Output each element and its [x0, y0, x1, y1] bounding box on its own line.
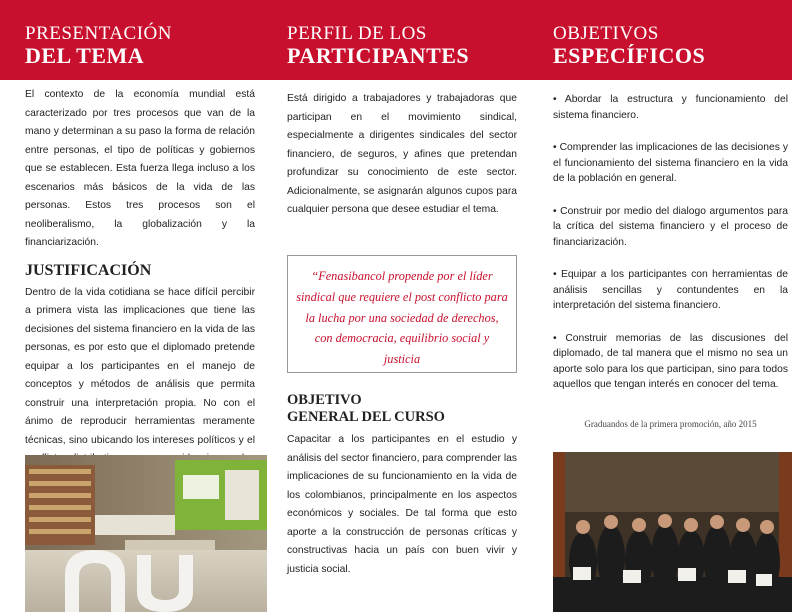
- column-presentacion: [25, 86, 255, 487]
- graduates-group-photo: [553, 452, 792, 612]
- column-perfil: [287, 90, 517, 220]
- justificacion-heading: JUSTIFICACIÓN: [25, 261, 152, 279]
- perfil-header: [287, 24, 469, 67]
- presentacion-header: [25, 24, 172, 67]
- perfil-header-line2: PARTICIPANTES: [287, 43, 470, 68]
- objetivo-general-paragraph: Capacitar a los participantes en el estudio y análisis del sector financiero, para comprender las implicaciones de su funcionamiento en la vida de los colombianos, principalmente en los aspectos económicos y sociales. De tal forma que esto aporte a la construcción de personas críticas y constructivas hacia un país con buen vivir y justicia social.: [287, 434, 517, 575]
- photo-caption: Graduandos de la primera promoción, año 2015: [584, 419, 757, 429]
- objetivo-bullet: • Equipar a los participantes con herramientas de análisis sencillas y contundentes en la interpretación del sistema financiero.: [553, 269, 788, 311]
- perfil-header-line1: PERFIL DE LOS: [287, 23, 427, 44]
- justificacion-paragraph: Dentro de la vida cotidiana se hace difícil percibir a primera vista las implicaciones que tiene las decisiones del sistema financiero en la vida de las personas, es por esto que el diplomado pretende equipar a los participantes en el manejo de conceptos y métodos de análisis que permita construir una interpretación propia. No con el ánimo de reproducir herramientas meramente técnicas, sino ubicando los intereses políticos y el: [25, 286, 255, 446]
- presentacion-header-line2: DEL TEMA: [25, 43, 145, 68]
- objetivos-header: [553, 24, 705, 67]
- objetivo-general-heading: [287, 392, 517, 426]
- objetivo-heading-line2: GENERAL DEL CURSO: [287, 409, 445, 425]
- objetivo-bullet: • Abordar la estructura y funcionamiento del sistema financiero.: [553, 94, 788, 121]
- objetivos-header-line2: ESPECÍFICOS: [553, 43, 706, 68]
- quote-text: “Fenasibancol propende por el líder sindical que requiere el post conflicto para la lucha por una sociedad de derechos, con democracia, equilibrio social y justicia: [296, 269, 508, 367]
- presentacion-header-line1: PRESENTACIÓN: [25, 23, 172, 44]
- objetivo-general-section: [287, 392, 517, 579]
- objetivo-heading-line1: OBJETIVO: [287, 392, 362, 408]
- objetivos-header-line1: OBJETIVOS: [553, 23, 659, 44]
- objetivo-bullet: • Comprender las implicaciones de las decisiones y el funcionamiento del sistema financiero en la vida de la población en general.: [553, 142, 788, 184]
- store-interior-photo: [25, 455, 267, 612]
- objetivo-bullet: • Construir memorias de las discusiones del diplomado, de tal manera que el mismo no sea un aporte solo para los que participan, sino para todos aquellos que tengan interés en conocer del tema.: [553, 332, 788, 390]
- intro-paragraph: El contexto de la economía mundial está caracterizado por tres procesos que van de la mano y determinan a su paso la forma de relación entre personas, el tipo de políticas y gobiernos que se establecen. Esta fuerza llega incluso a los escenarios más básicos de la vida de las personas. Estos tres procesos son el neoliberalismo, la globalización y la financiarización.: [25, 89, 255, 248]
- perfil-paragraph: Está dirigido a trabajadores y trabajadoras que participan en el movimiento sindical, especialmente a dirigentes sindicales del sector financiero, de seguros, y afines que pretendan profundizar su conocimiento de este sector. Adicionalmente, se asignarán algunos cupos para cualquier persona que desee estudiar el tema.: [287, 93, 517, 215]
- column-objetivos: [553, 92, 788, 410]
- objetivo-bullet: • Construir por medio del dialogo argumentos para la crítica del sistema financiero y el proceso de financiarización.: [553, 205, 788, 248]
